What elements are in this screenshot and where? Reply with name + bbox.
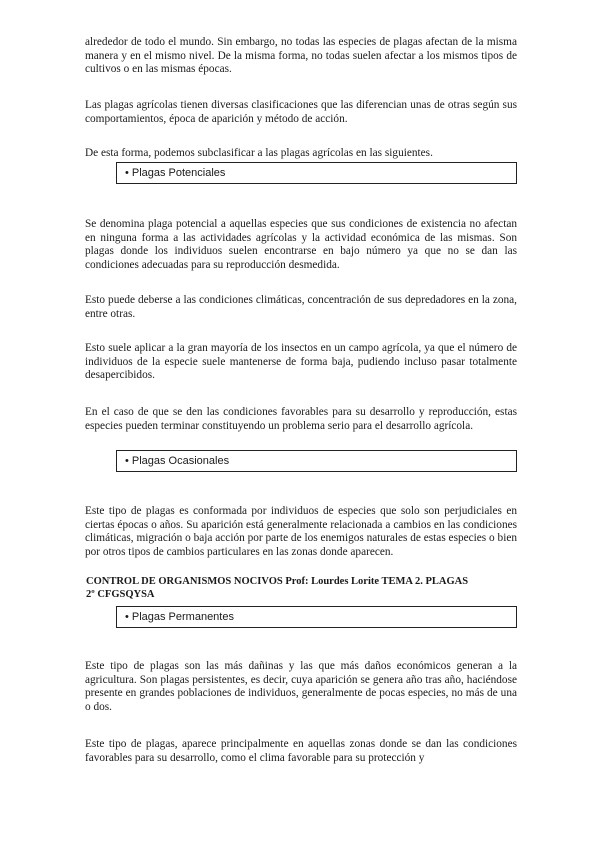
section-title: Plagas Potenciales: [131, 167, 226, 179]
paragraph-ocasionales-definition: Este tipo de plagas es conformada por individuos de especies que solo son perjudiciales en ciertas épocas o años. Su aparición está generalmente relacionada a cambios en las condiciones climáticas, migración o baja acción por parte de los enemigos naturales de estas especies o bien por otros tipos de cambios particulares en las zonas donde aparecen.: [85, 505, 517, 558]
paragraph-potencial-favorable: En el caso de que se den las condiciones favorables para su desarrollo y reproducción, estas especies pueden terminar constituyendo un problema serio para el desarrollo agrícola.: [85, 406, 517, 432]
running-header: CONTROL DE ORGANISMOS NOCIVOS Prof: Lourdes Lorite TEMA 2. PLAGAS: [86, 576, 469, 587]
paragraph-permanentes-definition: Este tipo de plagas son las más dañinas y las que más daños económicos generan a la agricultura. Son plagas persistentes, es decir, cuya aparición se genera año tras año, haciéndose presente en grandes poblaciones de individuos, generalmente de pocas especies, no más de una o dos.: [85, 660, 517, 713]
section-title: Plagas Permanentes: [131, 611, 234, 623]
bullet-icon: •: [125, 611, 129, 623]
section-title: Plagas Ocasionales: [131, 455, 230, 467]
section-box-plagas-potenciales: [116, 162, 517, 184]
paragraph-subclassify: De esta forma, podemos subclasificar a las plagas agrícolas en las siguientes.: [85, 147, 433, 159]
paragraph-potencial-insects: Esto suele aplicar a la gran mayoría de los insectos en un campo agrícola, ya que el número de individuos de la especie suele mantenerse de forma baja, pudiendo incluso pasar totalmente desapercibidos.: [85, 342, 517, 382]
bullet-icon: •: [125, 455, 129, 467]
paragraph-permanentes-zones: Este tipo de plagas, aparece principalmente en aquellas zonas donde se dan las condiciones favorables para su desarrollo, como el clima favorable para su protección y: [85, 738, 517, 764]
section-box-plagas-permanentes: [116, 606, 517, 628]
section-box-plagas-ocasionales: [116, 450, 517, 472]
bullet-icon: •: [125, 167, 129, 179]
paragraph-classifications: Las plagas agrícolas tienen diversas clasificaciones que las diferencian unas de otras según sus comportamientos, época de aparición y método de acción.: [85, 99, 517, 125]
paragraph-potencial-definition: Se denomina plaga potencial a aquellas especies que sus condiciones de existencia no afectan en ninguna forma a las actividades agrícolas y la actividad económica de las mismas. Son plagas donde los individuos suelen encontrarse en bajo número ya que no se dan las condiciones adecuadas para su reproducción desmedida.: [85, 218, 517, 271]
paragraph-intro: alrededor de todo el mundo. Sin embargo, no todas las especies de plagas afectan de la misma manera y en el mismo nivel. De la misma forma, no todas suelen afectar a los mismos tipos de cultivos o en las mismas épocas.: [85, 36, 517, 76]
paragraph-potencial-causes: Esto puede deberse a las condiciones climáticas, concentración de sus depredadores en la zona, entre otras.: [85, 294, 517, 320]
running-header-course: 2º CFGSQYSA: [86, 589, 155, 600]
